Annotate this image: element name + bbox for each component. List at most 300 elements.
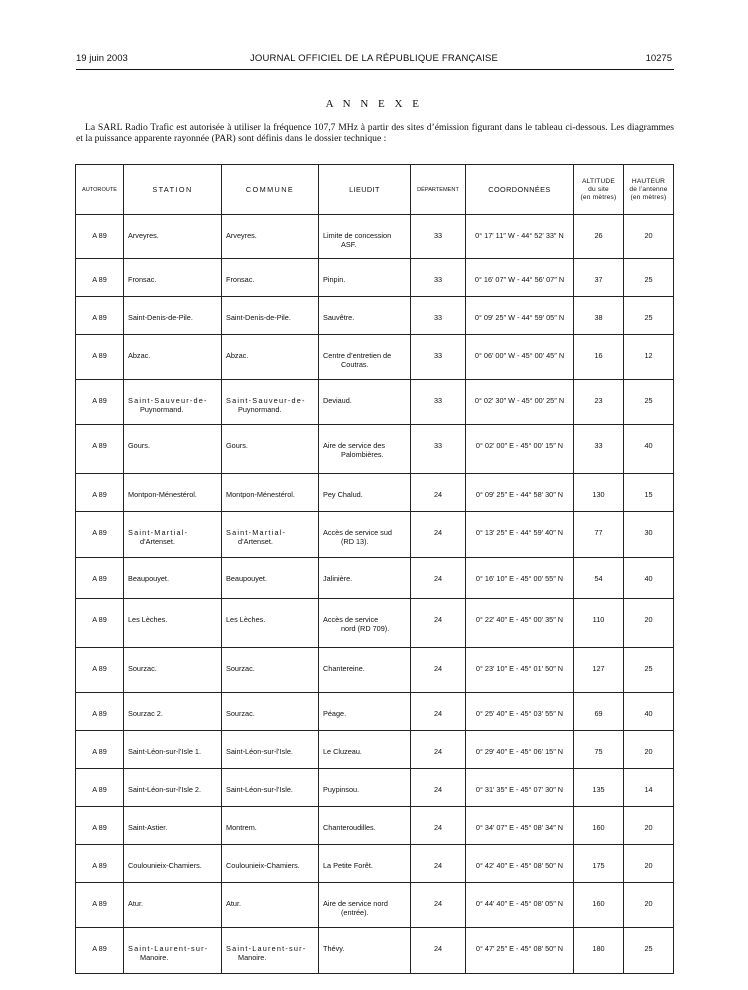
cell-commune-text: Montpon-Ménestérol. [226, 490, 295, 499]
cell-commune [222, 335, 319, 380]
cell-coordonnees [466, 693, 574, 731]
cell-departement [411, 731, 466, 769]
cell-departement [411, 297, 466, 335]
cell-hauteur [624, 731, 674, 769]
cell-altitude-text: 160 [592, 823, 605, 832]
cell-coordonnees [466, 558, 574, 599]
cell-commune-continuation: Manoire. [238, 953, 267, 962]
journal-title: JOURNAL OFFICIEL DE LA RÉPUBLIQUE FRANÇAISE [249, 53, 499, 64]
cell-departement [411, 259, 466, 297]
cell-hauteur-text: 14 [644, 785, 653, 794]
cell-commune-text: Saint-Laurent-sur- [226, 944, 307, 953]
cell-hauteur [624, 928, 674, 974]
cell-commune-text: Saint-Léon-sur-l’Isle. [226, 747, 293, 756]
table-row [76, 883, 674, 928]
cell-commune-continuation: Puynormand. [238, 405, 282, 414]
cell-commune [222, 845, 319, 883]
cell-autoroute-text: A 89 [92, 396, 107, 405]
cell-lieudit-text: Pey Chalud. [323, 490, 363, 499]
cell-altitude-text: 26 [594, 231, 603, 240]
cell-altitude [574, 769, 624, 807]
cell-departement [411, 599, 466, 648]
cell-autoroute [76, 845, 124, 883]
cell-lieudit [319, 769, 411, 807]
cell-coordonnees [466, 883, 574, 928]
cell-station [124, 558, 222, 599]
cell-station-continuation: d’Artenset. [140, 537, 175, 546]
cell-departement-text: 24 [433, 615, 443, 624]
cell-lieudit [319, 259, 411, 297]
cell-altitude [574, 335, 624, 380]
cell-altitude [574, 693, 624, 731]
cell-commune-text: Beaupouyet. [226, 574, 267, 583]
cell-station [124, 512, 222, 558]
cell-departement-text: 24 [433, 823, 443, 832]
cell-lieudit-continuation: (RD 13). [341, 537, 369, 546]
cell-hauteur-text: 30 [644, 528, 653, 537]
cell-departement [411, 769, 466, 807]
cell-commune [222, 215, 319, 259]
cell-lieudit-text: Péage. [323, 709, 347, 718]
table-row [76, 335, 674, 380]
cell-autoroute [76, 883, 124, 928]
cell-station [124, 693, 222, 731]
cell-hauteur [624, 259, 674, 297]
cell-commune [222, 883, 319, 928]
cell-departement-text: 24 [433, 528, 443, 537]
cell-station-text: Arveyres. [128, 231, 159, 240]
cell-station [124, 845, 222, 883]
cell-station-text: Les Lèches. [128, 615, 168, 624]
cell-station-text: Coulounieix-Chamiers. [128, 861, 202, 870]
cell-departement-text: 24 [433, 664, 443, 673]
cell-altitude-text: 33 [594, 441, 603, 450]
cell-coordonnees [466, 807, 574, 845]
cell-coordonnees-text: 0° 16′ 07″ W - 44° 56′ 07″ N [474, 275, 565, 284]
cell-coordonnees [466, 512, 574, 558]
cell-departement-text: 24 [433, 899, 443, 908]
cell-altitude-text: 37 [594, 275, 603, 284]
cell-departement-text: 33 [433, 231, 443, 240]
cell-station [124, 335, 222, 380]
cell-altitude [574, 474, 624, 512]
cell-coordonnees [466, 599, 574, 648]
cell-commune-text: Gours. [226, 441, 248, 450]
cell-commune [222, 474, 319, 512]
cell-lieudit [319, 474, 411, 512]
cell-autoroute [76, 474, 124, 512]
col-header-departement: DÉPARTEMENT [411, 165, 466, 215]
cell-lieudit [319, 599, 411, 648]
cell-commune-text: Sourzac. [226, 664, 255, 673]
cell-altitude [574, 425, 624, 474]
table-row [76, 425, 674, 474]
cell-departement-text: 24 [433, 574, 443, 583]
cell-altitude-text: 54 [594, 574, 603, 583]
table-row [76, 648, 674, 693]
cell-station-continuation: Manoire. [140, 953, 169, 962]
cell-lieudit [319, 883, 411, 928]
cell-station [124, 599, 222, 648]
annexe-title: A N N E X E [325, 98, 423, 110]
cell-lieudit-continuation: Palombières. [341, 450, 384, 459]
cell-coordonnees-text: 0° 17′ 11″ W - 44° 52′ 33″ N [475, 231, 564, 240]
cell-hauteur [624, 599, 674, 648]
table-row [76, 693, 674, 731]
page-header [0, 53, 748, 67]
cell-lieudit-text: Accès de service sud [323, 528, 392, 537]
cell-coordonnees [466, 425, 574, 474]
cell-coordonnees [466, 259, 574, 297]
cell-coordonnees [466, 380, 574, 425]
cell-station [124, 648, 222, 693]
cell-hauteur-text: 40 [644, 441, 653, 450]
cell-departement [411, 928, 466, 974]
cell-station-text: Sourzac 2. [128, 709, 163, 718]
cell-commune-text: Saint-Martial- [226, 528, 287, 537]
col-header-lieudit: LIEUDIT [319, 165, 411, 215]
cell-hauteur-text: 15 [644, 490, 653, 499]
cell-departement [411, 845, 466, 883]
cell-autoroute-text: A 89 [92, 490, 107, 499]
cell-lieudit [319, 215, 411, 259]
cell-hauteur [624, 648, 674, 693]
cell-hauteur [624, 845, 674, 883]
cell-hauteur [624, 215, 674, 259]
table-row [76, 845, 674, 883]
cell-coordonnees [466, 648, 574, 693]
stations-table [75, 164, 674, 974]
cell-lieudit-continuation: nord (RD 709). [341, 624, 390, 633]
cell-hauteur-text: 25 [644, 275, 653, 284]
cell-lieudit-text: Aire de service nord [323, 899, 388, 908]
cell-hauteur [624, 512, 674, 558]
cell-commune-text: Fronsac. [226, 275, 255, 284]
cell-hauteur [624, 335, 674, 380]
cell-autoroute [76, 215, 124, 259]
cell-departement [411, 648, 466, 693]
cell-coordonnees-text: 0° 02′ 30″ W - 45° 00′ 25″ N [474, 396, 565, 405]
cell-station-text: Abzac. [128, 351, 151, 360]
cell-hauteur-text: 20 [644, 615, 653, 624]
cell-commune [222, 648, 319, 693]
cell-altitude-text: 69 [594, 709, 603, 718]
table-row [76, 928, 674, 974]
cell-autoroute [76, 599, 124, 648]
table-row [76, 512, 674, 558]
table-row [76, 215, 674, 259]
cell-lieudit-text: Accès de service [323, 615, 379, 624]
cell-coordonnees [466, 215, 574, 259]
cell-lieudit-text: Limite de concession [323, 231, 392, 240]
cell-altitude [574, 845, 624, 883]
table-row [76, 731, 674, 769]
cell-commune-text: Coulounieix-Chamiers. [226, 861, 300, 870]
col-header-station: STATION [124, 165, 222, 215]
col-header-autoroute: AUTOROUTE [76, 165, 124, 215]
col-header-commune: COMMUNE [222, 165, 319, 215]
hauteur-label: HAUTEUR [631, 177, 666, 185]
cell-lieudit [319, 425, 411, 474]
cell-hauteur-text: 25 [644, 313, 653, 322]
cell-hauteur-text: 20 [644, 861, 653, 870]
cell-station-text: Sourzac. [128, 664, 157, 673]
cell-altitude [574, 215, 624, 259]
header-date: 19 juin 2003 [76, 53, 128, 64]
hauteur-unit: (en mètres) [630, 193, 667, 201]
cell-coordonnees-text: 0° 22′ 40″ E - 45° 00′ 35″ N [475, 615, 564, 624]
cell-coordonnees [466, 845, 574, 883]
cell-departement [411, 693, 466, 731]
cell-hauteur [624, 297, 674, 335]
cell-autoroute-text: A 89 [92, 709, 107, 718]
cell-autoroute-text: A 89 [92, 861, 107, 870]
cell-altitude-text: 77 [594, 528, 603, 537]
cell-commune-text: Sourzac. [226, 709, 255, 718]
cell-hauteur [624, 474, 674, 512]
cell-commune [222, 807, 319, 845]
cell-autoroute [76, 512, 124, 558]
cell-departement-text: 24 [433, 861, 443, 870]
cell-commune-text: Abzac. [226, 351, 249, 360]
cell-hauteur [624, 693, 674, 731]
cell-lieudit [319, 845, 411, 883]
cell-hauteur-text: 25 [644, 396, 653, 405]
cell-commune-text: Les Lèches. [226, 615, 266, 624]
cell-station [124, 928, 222, 974]
cell-commune-text: Montrem. [226, 823, 257, 832]
intro-paragraph: La SARL Radio Trafic est autorisée à utiliser la fréquence 107,7 MHz à partir des sites d’émission figurant dans le tableau ci-dessous. Les diagrammes et la puissance apparente rayonnée (PAR) sont définis dans le dossier technique : [76, 122, 674, 144]
cell-lieudit-text: Sauvêtre. [323, 313, 355, 322]
cell-autoroute-text: A 89 [92, 823, 107, 832]
cell-coordonnees [466, 474, 574, 512]
cell-autoroute [76, 769, 124, 807]
cell-lieudit-text: Centre d’entretien de [323, 351, 392, 360]
cell-station [124, 731, 222, 769]
cell-commune [222, 928, 319, 974]
cell-commune [222, 769, 319, 807]
cell-lieudit [319, 807, 411, 845]
altitude-label: ALTITUDE [582, 177, 615, 185]
cell-departement-text: 33 [433, 396, 443, 405]
cell-altitude-text: 75 [594, 747, 603, 756]
cell-altitude [574, 883, 624, 928]
cell-station [124, 215, 222, 259]
cell-altitude [574, 297, 624, 335]
cell-commune [222, 512, 319, 558]
cell-commune [222, 297, 319, 335]
cell-lieudit-text: Pinpin. [323, 275, 346, 284]
cell-commune-text: Saint-Léon-sur-l’Isle. [226, 785, 293, 794]
cell-autoroute-text: A 89 [92, 231, 107, 240]
cell-commune [222, 558, 319, 599]
cell-station-continuation: Puynormand. [140, 405, 184, 414]
cell-departement [411, 512, 466, 558]
cell-lieudit-continuation: ASF. [341, 240, 357, 249]
cell-lieudit-text: Chanteroudilles. [323, 823, 376, 832]
cell-departement [411, 380, 466, 425]
cell-station [124, 769, 222, 807]
cell-hauteur-text: 20 [644, 747, 653, 756]
cell-autoroute [76, 648, 124, 693]
cell-altitude-text: 127 [592, 664, 605, 673]
cell-altitude-text: 135 [592, 785, 605, 794]
cell-autoroute-text: A 89 [92, 944, 107, 953]
cell-hauteur-text: 40 [644, 709, 653, 718]
cell-coordonnees-text: 0° 29′ 40″ E - 45° 06′ 15″ N [475, 747, 564, 756]
cell-lieudit-text: Deviaud. [323, 396, 352, 405]
cell-coordonnees-text: 0° 16′ 10″ E - 45° 00′ 55″ N [475, 574, 564, 583]
cell-autoroute [76, 297, 124, 335]
cell-hauteur [624, 425, 674, 474]
cell-altitude-text: 38 [594, 313, 603, 322]
cell-commune-text: Atur. [226, 899, 242, 908]
cell-hauteur-text: 12 [644, 351, 653, 360]
cell-altitude-text: 130 [592, 490, 605, 499]
cell-autoroute-text: A 89 [92, 275, 107, 284]
cell-coordonnees-text: 0° 34′ 07″ E - 45° 08′ 34″ N [475, 823, 564, 832]
cell-departement [411, 425, 466, 474]
cell-coordonnees-text: 0° 02′ 00″ E - 45° 00′ 15″ N [475, 441, 564, 450]
cell-lieudit [319, 512, 411, 558]
cell-autoroute-text: A 89 [92, 528, 107, 537]
cell-lieudit [319, 693, 411, 731]
cell-departement-text: 33 [433, 313, 443, 322]
cell-station-text: Saint-Martial- [128, 528, 189, 537]
cell-altitude [574, 807, 624, 845]
cell-altitude [574, 648, 624, 693]
cell-hauteur [624, 558, 674, 599]
cell-coordonnees-text: 0° 06′ 00″ W - 45° 00′ 45″ N [474, 351, 565, 360]
cell-hauteur-text: 25 [644, 944, 653, 953]
cell-station-text: Saint-Laurent-sur- [128, 944, 209, 953]
cell-station [124, 474, 222, 512]
cell-autoroute [76, 335, 124, 380]
cell-hauteur-text: 20 [644, 231, 653, 240]
cell-lieudit-text: Jalinière. [323, 574, 353, 583]
header-rule [76, 69, 674, 70]
cell-lieudit [319, 297, 411, 335]
cell-autoroute [76, 558, 124, 599]
table-row [76, 599, 674, 648]
cell-commune [222, 425, 319, 474]
table-header-row [76, 165, 674, 215]
cell-autoroute [76, 928, 124, 974]
cell-station-text: Fronsac. [128, 275, 157, 284]
col-header-hauteur [624, 165, 674, 215]
cell-coordonnees-text: 0° 47′ 25″ E - 45° 08′ 50″ N [475, 944, 564, 953]
cell-station [124, 297, 222, 335]
cell-departement-text: 24 [433, 747, 443, 756]
cell-hauteur-text: 25 [644, 664, 653, 673]
cell-coordonnees [466, 335, 574, 380]
cell-altitude-text: 110 [592, 615, 605, 624]
page-number: 10275 [645, 53, 672, 64]
cell-departement [411, 883, 466, 928]
table-row [76, 380, 674, 425]
cell-commune-continuation: d’Artenset. [238, 537, 273, 546]
cell-station-text: Gours. [128, 441, 150, 450]
cell-hauteur-text: 20 [644, 899, 653, 908]
cell-station-text: Saint-Astier. [128, 823, 168, 832]
cell-autoroute [76, 380, 124, 425]
cell-altitude [574, 731, 624, 769]
cell-autoroute-text: A 89 [92, 664, 107, 673]
cell-altitude [574, 928, 624, 974]
cell-altitude [574, 512, 624, 558]
cell-coordonnees-text: 0° 09′ 25″ E - 44° 58′ 30″ N [475, 490, 564, 499]
table-row [76, 769, 674, 807]
cell-station [124, 883, 222, 928]
cell-coordonnees-text: 0° 31′ 35″ E - 45° 07′ 30″ N [475, 785, 564, 794]
cell-coordonnees-text: 0° 44′ 40″ E - 45° 08′ 05″ N [475, 899, 564, 908]
cell-autoroute-text: A 89 [92, 574, 107, 583]
cell-autoroute-text: A 89 [92, 785, 107, 794]
altitude-sub: du site [588, 185, 609, 193]
table-row [76, 558, 674, 599]
cell-station-text: Saint-Léon-sur-l’Isle 1. [128, 747, 202, 756]
cell-departement-text: 33 [433, 441, 443, 450]
cell-lieudit-text: Chantereine. [323, 664, 365, 673]
cell-departement-text: 24 [433, 944, 443, 953]
cell-station-text: Saint-Sauveur-de- [128, 396, 208, 405]
cell-autoroute-text: A 89 [92, 313, 107, 322]
cell-station [124, 380, 222, 425]
cell-lieudit-text: Puypinsou. [323, 785, 360, 794]
cell-coordonnees [466, 731, 574, 769]
cell-hauteur [624, 380, 674, 425]
cell-coordonnees-text: 0° 23′ 10″ E - 45° 01′ 50″ N [475, 664, 564, 673]
cell-altitude [574, 259, 624, 297]
cell-commune [222, 731, 319, 769]
table-row [76, 474, 674, 512]
cell-departement [411, 558, 466, 599]
cell-coordonnees [466, 769, 574, 807]
cell-station [124, 259, 222, 297]
cell-altitude-text: 16 [594, 351, 603, 360]
cell-commune [222, 599, 319, 648]
hauteur-sub: de l’antenne [629, 185, 668, 193]
cell-altitude [574, 558, 624, 599]
table-row [76, 259, 674, 297]
cell-autoroute [76, 425, 124, 474]
cell-coordonnees-text: 0° 09′ 25″ W - 44° 59′ 05″ N [474, 313, 565, 322]
cell-lieudit-text: Thévy. [323, 944, 345, 953]
cell-departement-text: 24 [433, 785, 443, 794]
cell-hauteur-text: 20 [644, 823, 653, 832]
cell-autoroute-text: A 89 [92, 747, 107, 756]
cell-altitude-text: 180 [592, 944, 605, 953]
cell-hauteur-text: 40 [644, 574, 653, 583]
cell-lieudit-text: Le Cluzeau. [323, 747, 362, 756]
cell-autoroute [76, 693, 124, 731]
cell-autoroute-text: A 89 [92, 899, 107, 908]
cell-station-text: Saint-Léon-sur-l’Isle 2. [128, 785, 202, 794]
cell-lieudit-continuation: (entrée). [341, 908, 369, 917]
cell-altitude [574, 380, 624, 425]
cell-lieudit [319, 928, 411, 974]
cell-lieudit [319, 558, 411, 599]
cell-hauteur [624, 769, 674, 807]
table-row [76, 297, 674, 335]
cell-altitude-text: 175 [592, 861, 605, 870]
cell-departement [411, 474, 466, 512]
cell-departement [411, 807, 466, 845]
cell-coordonnees-text: 0° 42′ 40″ E - 45° 08′ 50″ N [475, 861, 564, 870]
cell-hauteur [624, 807, 674, 845]
altitude-unit: (en mètres) [580, 193, 617, 201]
cell-autoroute-text: A 89 [92, 615, 107, 624]
